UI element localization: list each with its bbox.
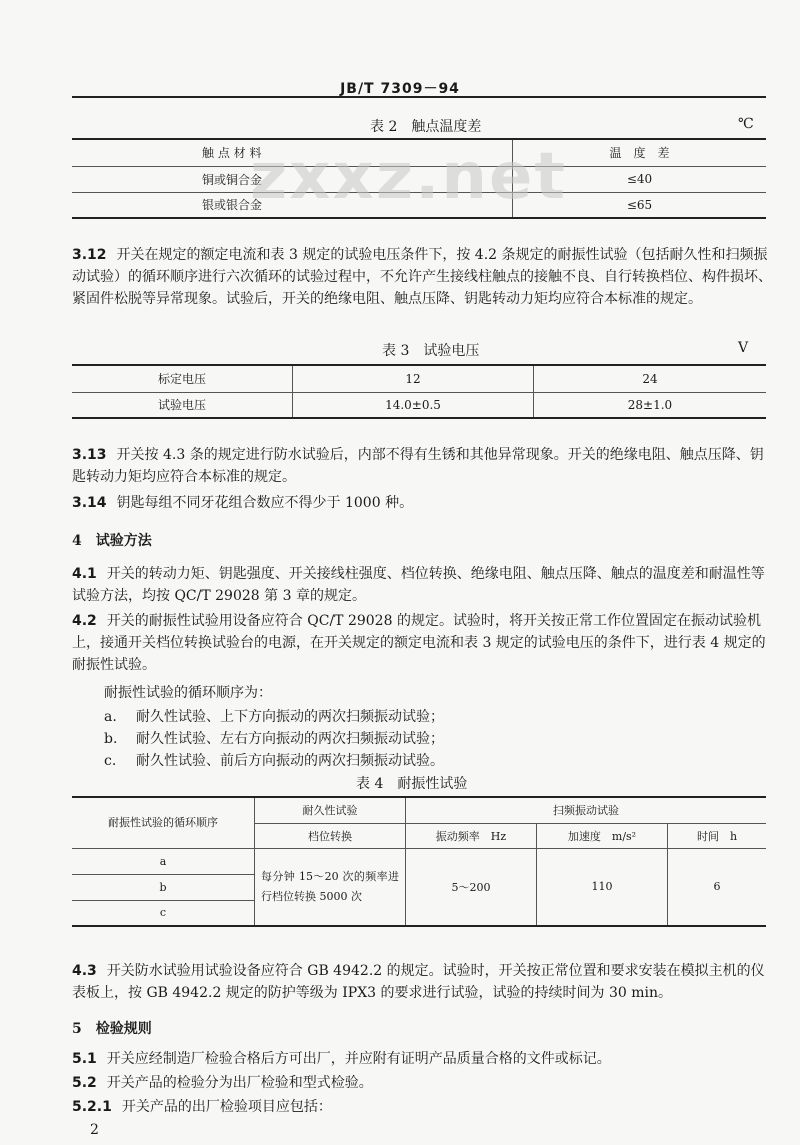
table2-cell: 银或银合金 (72, 192, 513, 218)
clause-text: 开关按 4.3 条的规定进行防水试验后，内部不得有生锈和其他异常现象。开关的绝缘电阻、触点压降、钥匙转动力矩均应符合本标准的规定。 (72, 447, 764, 485)
cycle-item-a (104, 706, 800, 728)
table4-cycle-cell: a (72, 848, 255, 874)
table4 (72, 798, 766, 927)
clause-number: 5.2.1 (72, 1099, 112, 1115)
table2-cell: ≤65 (513, 192, 767, 218)
watermark: zxxz.net (250, 140, 567, 214)
item-mark: c. (104, 753, 117, 769)
table4-time: 6 (668, 848, 767, 926)
cycle-item-b (104, 728, 800, 750)
table3-caption: 表 3 试验电压 (382, 343, 480, 359)
item-mark: a. (104, 709, 117, 725)
table4-subheader: 振动频率 Hz (406, 823, 537, 848)
page-number: 2 (90, 1122, 99, 1138)
table2-cell: 铜或铜合金 (72, 166, 513, 192)
table-row (72, 392, 766, 418)
clause-number: 4.2 (72, 613, 97, 629)
table3-cell: 14.0±0.5 (293, 392, 534, 418)
clause-text: 开关产品的检验分为出厂检验和型式检验。 (106, 1075, 373, 1091)
table3-cell: 28±1.0 (534, 392, 767, 418)
table-row (72, 798, 766, 823)
clause-5-2-1 (72, 1096, 772, 1118)
clause-5-2 (72, 1072, 772, 1094)
section-5-title: 5 检验规则 (72, 1021, 152, 1037)
table4-durability-header: 耐久性试验 (255, 798, 406, 823)
clause-number: 4.3 (72, 963, 97, 979)
clause-number: 3.14 (72, 495, 107, 511)
table3-cell: 24 (534, 366, 767, 392)
cycle-intro: 耐振性试验的循环顺序为： (104, 685, 272, 701)
clause-number: 3.12 (72, 247, 107, 263)
table3-cell: 试验电压 (72, 392, 293, 418)
clause-4-3 (72, 960, 772, 1004)
table4-cycle-cell: b (72, 874, 255, 900)
clause-text: 开关的耐振性试验用设备应符合 QC/T 29028 的规定。试验时，将开关按正常工作位置固定在振动试验机上，接通开关档位转换试验台的电源，在开关规定的额定电流和表 3 规定的试验电压的条件下，进行表 4 规定的耐振性试验。 (72, 613, 766, 673)
clause-number: 3.13 (72, 447, 107, 463)
item-text: 耐久性试验、前后方向振动的两次扫频振动试验。 (136, 753, 444, 769)
table4-subheader: 加速度 m/s² (537, 823, 668, 848)
item-text: 耐久性试验、左右方向振动的两次扫频振动试验； (136, 731, 444, 747)
clause-text: 开关防水试验用试验设备应符合 GB 4942.2 的规定。试验时，开关按正常位置和要求安装在模拟主机的仪表板上，按 GB 4942.2 规定的防护等级为 IPX3 的要求进行试验，试验的持续时间为 30 min。 (72, 963, 765, 1001)
table-row (72, 848, 766, 874)
table4-subheader: 档位转换 (255, 823, 406, 848)
table3-cell: 12 (293, 366, 534, 392)
header-rule (72, 96, 766, 98)
clause-text: 开关产品的出厂检验项目应包括： (121, 1099, 332, 1115)
clause-3-13 (72, 444, 772, 488)
table4-durability-value: 每分钟 15～20 次的频率进行档位转换 5000 次 (255, 848, 406, 926)
standard-header: JB/T 7309－94 (340, 81, 460, 97)
table2-header-temp: 温 度 差 (513, 140, 767, 166)
clause-3-12 (72, 244, 772, 310)
table4-cycle-cell: c (72, 900, 255, 926)
table4-caption: 表 4 耐振性试验 (356, 776, 468, 792)
table4-subheader: 时间 h (668, 823, 767, 848)
table2-caption: 表 2 触点温度差 (370, 119, 482, 135)
table4-sweep-header: 扫频振动试验 (406, 798, 767, 823)
table4-cycle-header: 耐振性试验的循环顺序 (72, 798, 255, 848)
table2-header-material: 触 点 材 料 (72, 140, 513, 166)
clause-text: 钥匙每组不同牙花组合数应不得少于 1000 种。 (116, 495, 414, 511)
clause-number: 5.2 (72, 1075, 97, 1091)
clause-4-1 (72, 563, 772, 607)
clause-number: 4.1 (72, 566, 97, 582)
table2-cell: ≤40 (513, 166, 767, 192)
clause-text: 开关的转动力矩、钥匙强度、开关接线柱强度、档位转换、绝缘电阻、触点压降、触点的温度差和耐温性等试验方法，均按 QC/T 29028 第 3 章的规定。 (72, 566, 765, 604)
item-text: 耐久性试验、上下方向振动的两次扫频振动试验； (136, 709, 444, 725)
section-4-title: 4 试验方法 (72, 533, 152, 549)
table2-unit: ℃ (738, 116, 754, 132)
clause-5-1 (72, 1048, 772, 1070)
clause-text: 开关在规定的额定电流和表 3 规定的试验电压条件下，按 4.2 条规定的耐振性试验（包括耐久性和扫频振动试验）的循环顺序进行六次循环的试验过程中，不允许产生接线柱触点的接触不良、自行转换档位、构件损坏、紧固件松脱等异常现象。试验后，开关的绝缘电阻、触点压降、钥匙转动力矩均应符合本标准的规定。 (72, 247, 772, 307)
table3-unit: V (738, 340, 749, 356)
table-row (72, 366, 766, 392)
item-mark: b. (104, 731, 118, 747)
table4-acceleration: 110 (537, 848, 668, 926)
table3-cell: 标定电压 (72, 366, 293, 392)
clause-4-2 (72, 610, 772, 676)
table3 (72, 366, 766, 419)
cycle-item-c (104, 750, 800, 772)
clause-text: 开关应经制造厂检验合格后方可出厂，并应附有证明产品质量合格的文件或标记。 (106, 1051, 611, 1067)
clause-number: 5.1 (72, 1051, 97, 1067)
clause-3-14 (72, 492, 772, 514)
table4-frequency: 5～200 (406, 848, 537, 926)
